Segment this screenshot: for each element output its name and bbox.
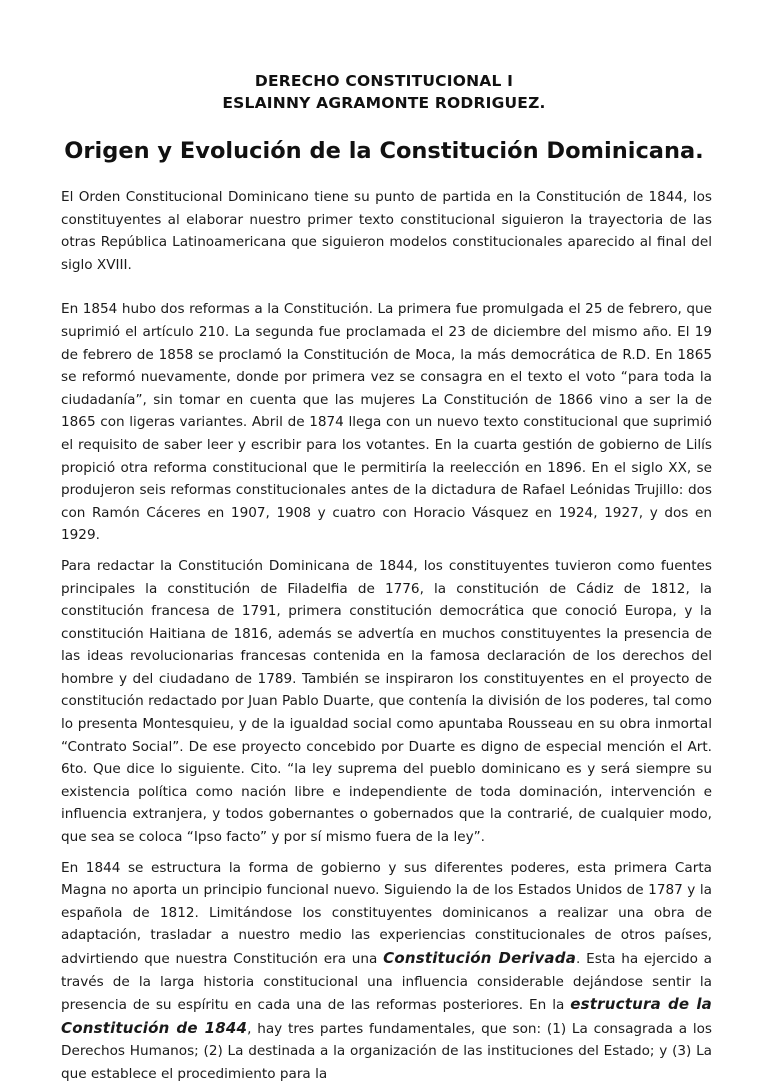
paragraph-1: El Orden Constitucional Dominicano tiene su punto de partida en la Constitución de 1844, los constituyentes al elaborar nuestro primer texto constitucional siguieron la trayectoria de las otras República Latinoamericana que siguieron modelos constitucionales aparecido al final del siglo XVIII.: [61, 189, 712, 273]
paragraph-4-text-c: , hay tres partes fundamentales, que son: (1) La consagrada a los Derechos Humanos; (2) La destinada a la organización de las instituciones del Estado; y (3) La que establece el procedimiento para la: [61, 1020, 713, 1082]
course-heading: DERECHO CONSTITUCIONAL I: [254, 72, 514, 90]
paragraph-4-text-a: En 1844 se estructura la forma de gobierno y sus diferentes poderes, esta primera Carta Magna no aporta un principio funcional nuevo. Siguiendo la de los Estados Unidos de 1787 y la española de 1812. Limitándose los constituyentes dominicanos a realizar una obra de adaptación, trasladar a nuestro medio las experiencias constitucionales de otros países, advirtiendo que nuestra Constitución era una: [61, 859, 712, 967]
paragraph-3: Para redactar la Constitución Dominicana de 1844, los constituyentes tuvieron como fuentes principales la constitución de Filadelfia de 1776, la constitución de Cádiz de 1812, la constitución francesa de 1791, primera constitución democrática que conoció Europa, y la constitución Haitiana de 1816, además se advertía en muchos constituyentes la presencia de las ideas revolucionarias francesas contenida en la famosa declaración de los derechos del hombre y del ciudadano de 1789. También se inspiraron los constituyentes en el proyecto de constitución redactado por Juan Pablo Duarte, que contenía la división de los poderes, tal como lo presenta Montesquieu, y de la igualdad social como apuntaba Rousseau en su obra inmortal “Contrato Social”. De ese proyecto concebido por Duarte es digno de especial mención el Art. 6to. Que dice lo siguiente. Cito. “la ley suprema del pueblo dominicano es y será siempre su existencia política como nación libre e independiente de toda dominación, intervención e influencia extranjera, y todos gobernantes o gobernados que la contrarié, de cualquier modo, que sea se coloca “Ipso facto” y por sí mismo fuera de la ley”.: [61, 557, 712, 846]
author-heading: ESLAINNY AGRAMONTE RODRIGUEZ.: [222, 94, 546, 112]
document-title: Origen y Evolución de la Constitución Dominicana.: [64, 138, 704, 164]
paragraph-4-text-b: . Esta ha ejercido a través de la larga historia constitucional una influencia considerable dejándose sentir la presencia de su espíritu en cada una de las reformas posteriores. En la: [61, 951, 712, 1014]
document-body: [61, 186, 712, 1086]
emphasis-constitucion-derivada: Constitución Derivada: [383, 949, 577, 967]
paragraph-2: En 1854 hubo dos reformas a la Constitución. La primera fue promulgada el 25 de febrero, que suprimió el artículo 210. La segunda fue proclamada el 23 de diciembre del mismo año. El 19 de febrero de 1858 se proclamó la Constitución de Moca, la más democrática de R.D. En 1865 se reformó nuevamente, donde por primera vez se consagra en el texto el voto “para toda la ciudadanía”, sin tomar en cuenta que las mujeres La Constitución de 1866 vino a ser la de 1865 con ligeras variantes. Abril de 1874 llega con un nuevo texto constitucional que suprimió el requisito de saber leer y escribir para los votantes. En la cuarta gestión de gobierno de Lilís propició otra reforma constitucional que le permitiría la reelección en 1896. En el siglo XX, se produjeron seis reformas constitucionales antes de la dictadura de Rafael Leónidas Trujillo: dos con Ramón Cáceres en 1907, 1908 y cuatro con Horacio Vásquez en 1924, 1927, y dos en 1929.: [61, 301, 712, 544]
paragraph-4: [61, 857, 712, 1086]
emphasis-estructura-1844: estructura de la Constitución de 1844: [61, 995, 713, 1037]
